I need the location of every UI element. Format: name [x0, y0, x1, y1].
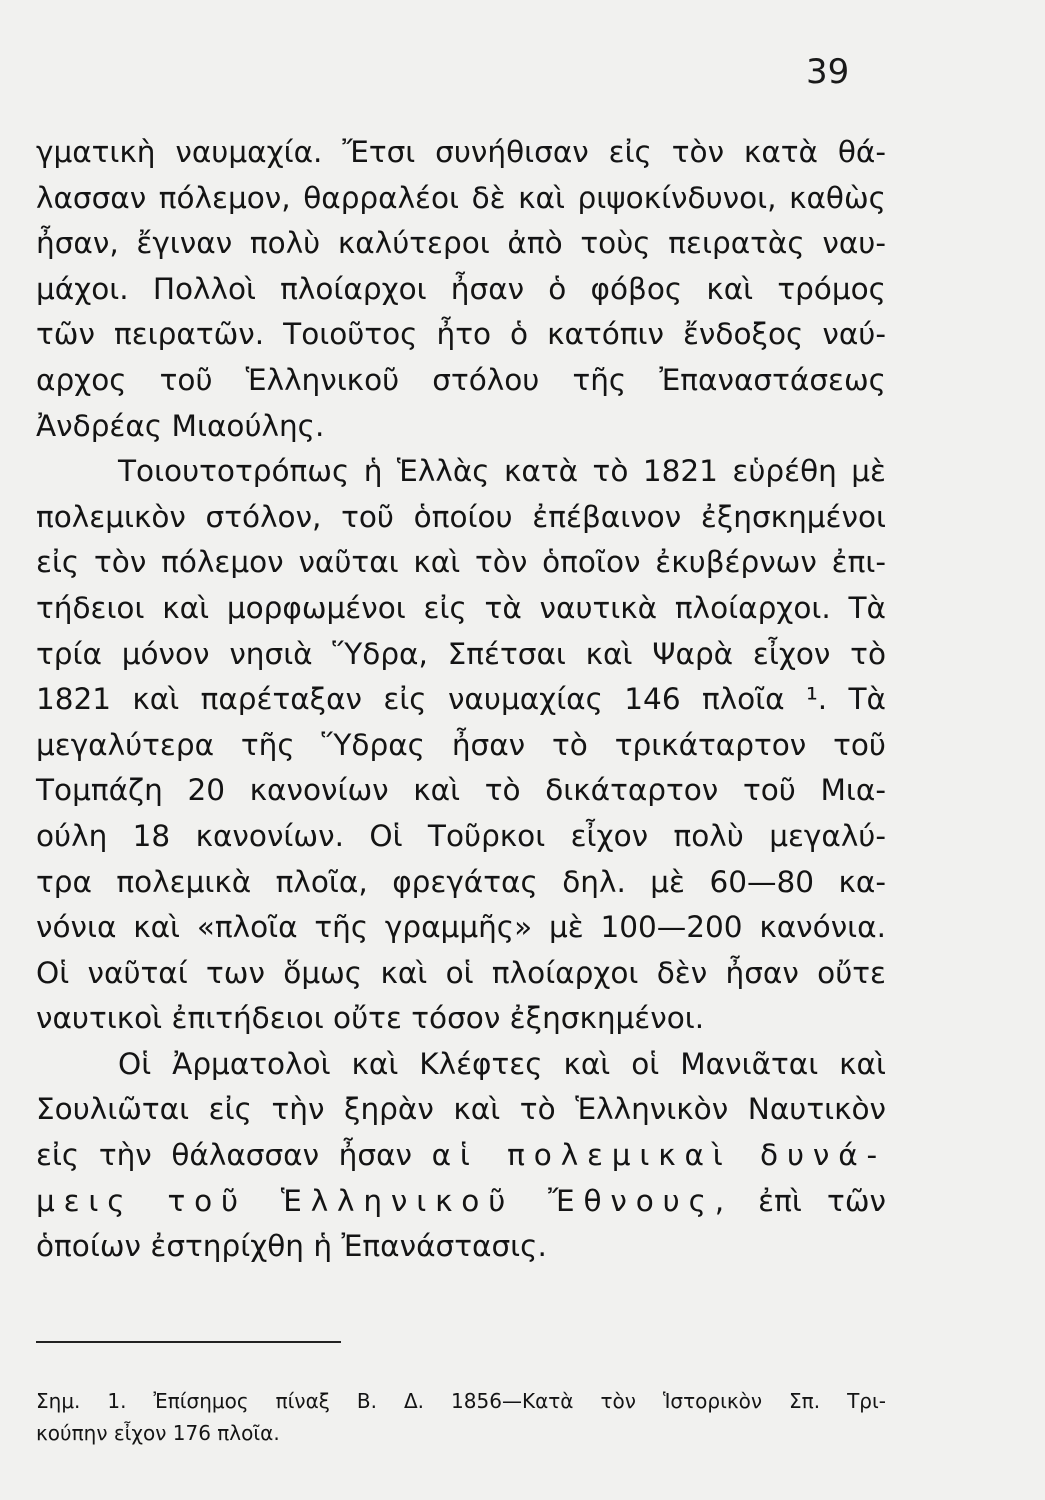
text-line: ἦσαν, ἔγιναν πολὺ καλύτεροι ἀπὸ τοὺς πειρατὰς ναυ-: [36, 226, 886, 261]
text-line: 1821 καὶ παρέταξαν εἰς ναυμαχίας 146 πλοῖα ¹. Τὰ: [36, 682, 886, 717]
text-line: τῶν πειρατῶν. Τοιοῦτος ἦτο ὁ κατόπιν ἔνδοξος ναύ-: [36, 317, 886, 352]
emphasized-text: μεις τοῦ Ἑλληνικοῦ Ἔθνους,: [36, 1183, 733, 1218]
paragraph-start-line: Τοιουτοτρόπως ἡ Ἑλλὰς κατὰ τὸ 1821 εὑρέθη μὲ: [118, 454, 886, 489]
text-line: [36, 1179, 886, 1225]
paragraph-start-line: Οἱ Ἀρματολοὶ καὶ Κλέφτες καὶ οἱ Μανιᾶται καὶ: [118, 1046, 886, 1081]
text-line: τήδειοι καὶ μορφωμένοι εἰς τὰ ναυτικὰ πλοίαρχοι. Τὰ: [36, 590, 886, 625]
emphasized-text: αἱ πολεμικαὶ δυνά-: [431, 1138, 886, 1173]
footnote-line: Σημ. 1. Ἐπίσημος πίναξ Β. Δ. 1856—Κατὰ τὸν Ἱστορικὸν Σπ. Τρι-: [36, 1389, 886, 1413]
footnote: [36, 1385, 886, 1449]
text-segment: ἐπὶ τῶν: [758, 1183, 886, 1218]
text-line: λασσαν πόλεμον, θαρραλέοι δὲ καὶ ριψοκίνδυνοι, καθὼς: [36, 180, 886, 215]
text-line: Τομπάζη 20 κανονίων καὶ τὸ δικάταρτον τοῦ Μια-: [36, 773, 886, 808]
page-number: 39: [806, 52, 850, 92]
text-line: πολεμικὸν στόλον, τοῦ ὁποίου ἐπέβαινον ἐξησκημένοι: [36, 499, 886, 534]
text-line: μεγαλύτερα τῆς Ὕδρας ἦσαν τὸ τρικάταρτον τοῦ: [36, 727, 886, 762]
text-line: Σουλιῶται εἰς τὴν ξηρὰν καὶ τὸ Ἑλληνικὸν Ναυτικὸν: [36, 1092, 886, 1127]
text-line: γματικὴ ναυμαχία. Ἔτσι συνήθισαν εἰς τὸν κατὰ θά-: [36, 135, 886, 169]
text-line: μάχοι. Πολλοὶ πλοίαρχοι ἦσαν ὁ φόβος καὶ τρόμος: [36, 271, 886, 306]
main-text: [36, 130, 886, 1270]
text-line: εἰς τὸν πόλεμον ναῦται καὶ τὸν ὁποῖον ἐκυβέρνων ἐπι-: [36, 545, 886, 580]
text-line: τρα πολεμικὰ πλοῖα, φρεγάτας δηλ. μὲ 60—80 κα-: [36, 864, 886, 899]
footnote-line: κούπην εἶχον 176 πλοῖα.: [36, 1421, 280, 1445]
text-line: νόνια καὶ «πλοῖα τῆς γραμμῆς» μὲ 100—200 κανόνια.: [36, 910, 886, 945]
text-line: ὁποίων ἐστηρίχθη ἡ Ἐπανάστασις.: [36, 1229, 547, 1264]
text-segment: εἰς τὴν θάλασσαν ἦσαν: [36, 1138, 412, 1173]
text-line: τρία μόνον νησιὰ Ὕδρα, Σπέτσαι καὶ Ψαρὰ εἶχον τὸ: [36, 636, 886, 671]
text-line: ούλη 18 κανονίων. Οἱ Τοῦρκοι εἶχον πολὺ μεγαλύ-: [36, 818, 886, 853]
footnote-divider: [36, 1341, 341, 1343]
text-line: Ἀνδρέας Μιαούλης.: [36, 408, 325, 443]
text-line: Οἱ ναῦταί των ὅμως καὶ οἱ πλοίαρχοι δὲν ἦσαν οὔτε: [36, 955, 886, 990]
text-line: [36, 1133, 886, 1179]
text-line: αρχος τοῦ Ἑλληνικοῦ στόλου τῆς Ἐπαναστάσεως: [36, 362, 886, 397]
text-line: ναυτικοὶ ἐπιτήδειοι οὔτε τόσον ἐξησκημένοι.: [36, 1001, 705, 1036]
